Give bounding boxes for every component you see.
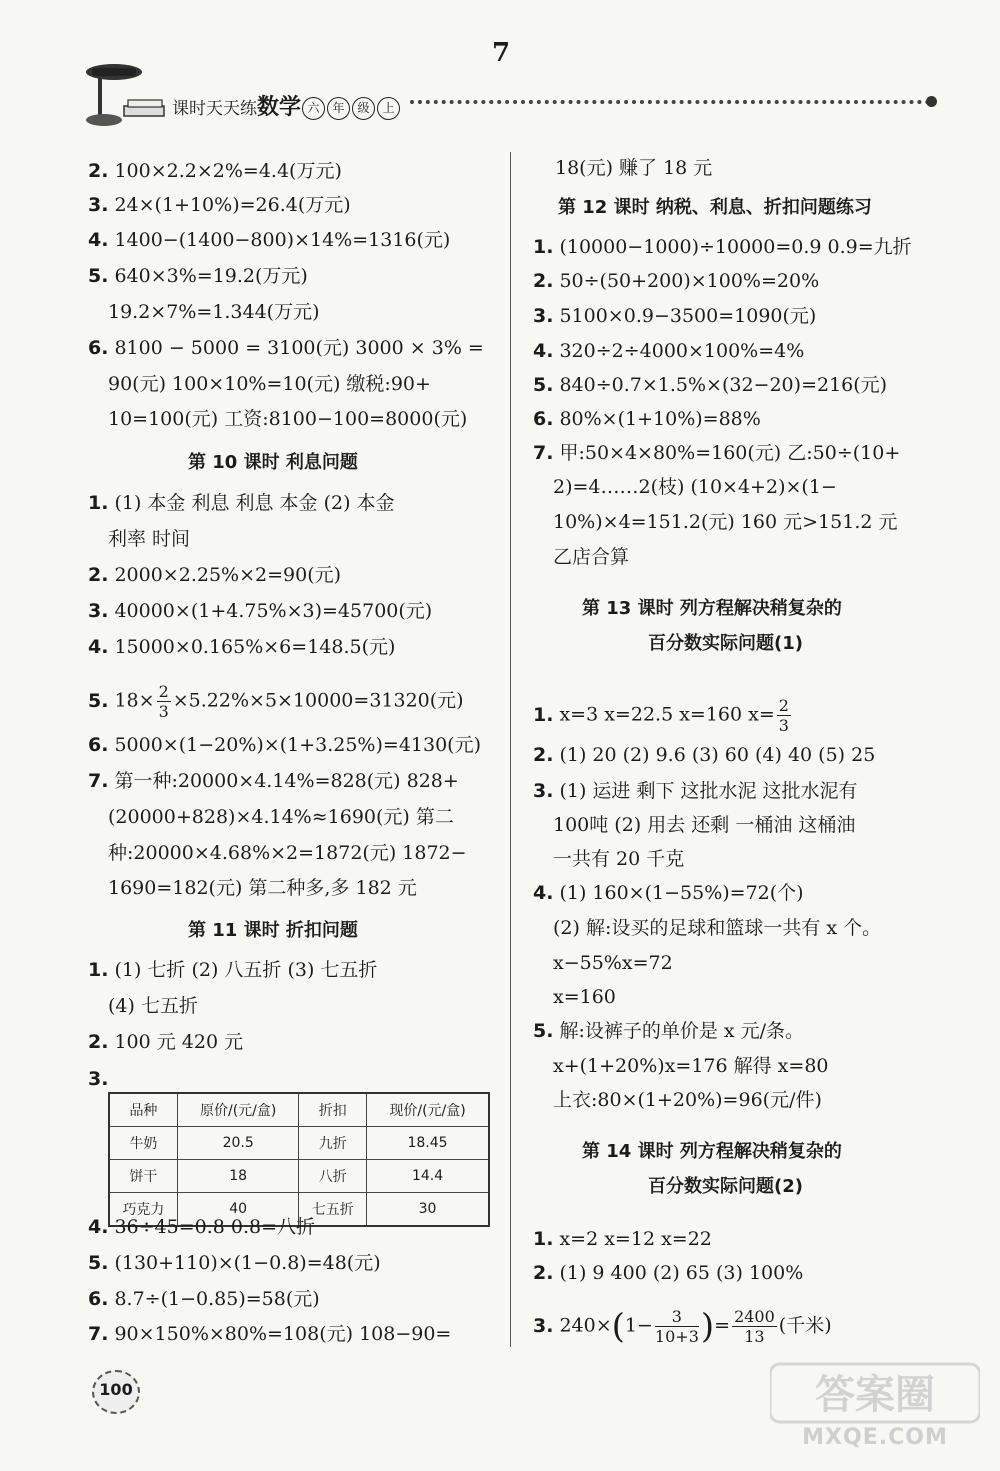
watermark-url: MXQE.COM (802, 1425, 948, 1450)
answer-line: x−55%x=72 (553, 952, 673, 974)
subject-name: 数学 (257, 95, 302, 120)
page-number: 100 (99, 1380, 133, 1399)
fraction: $\frac{2}{3}$ (778, 696, 789, 735)
table-header: 品种 (109, 1093, 177, 1127)
answer-line: 18(元) 赚了 18 元 (555, 157, 713, 179)
answer-line: 5. 640×3%=19.2(万元) (88, 265, 308, 287)
answer-line: 一共有 20 千克 (553, 848, 685, 870)
answer-line: 1690=182(元) 第二种多,多 182 元 (108, 877, 417, 899)
answer-line: 3. (1) 运进 剩下 这批水泥 这批水泥有 (533, 780, 858, 802)
table-cell: 20.5 (177, 1127, 299, 1160)
answer-line: 1. (1) 本金 利息 利息 本金 (2) 本金 (88, 492, 395, 514)
table-header-row (109, 1093, 489, 1127)
grade-char: 上 (377, 97, 400, 120)
answer-line: 1. (1) 七折 (2) 八五折 (3) 七五折 (88, 959, 378, 981)
section-heading: 第 10 课时 利息问题 (188, 452, 358, 473)
header-dotted-rule (410, 100, 930, 104)
series-name: 课时天天练 (172, 99, 257, 119)
table-cell: 18.45 (367, 1127, 489, 1160)
answer-line: 10=100(元) 工资:8100−100=8000(元) (108, 408, 468, 430)
answer-line: 种:20000×4.68%×2=1872(元) 1872− (108, 842, 467, 864)
answer-line: 7. 第一种:20000×4.14%=828(元) 828+ (88, 770, 459, 792)
answer-line: 100吨 (2) 用去 还剩 一桶油 这桶油 (553, 814, 856, 836)
section-heading: 第 14 课时 列方程解决稍复杂的 (582, 1141, 842, 1162)
answer-line: 6. 8100 − 5000 = 3100(元) 3000 × 3% = (88, 337, 484, 359)
table-cell: 14.4 (367, 1160, 489, 1193)
section-heading: 百分数实际问题(1) (648, 633, 803, 654)
table-cell: 18 (177, 1160, 299, 1193)
header-title (172, 90, 401, 121)
column-divider (510, 152, 511, 1347)
header-rule-end-dot (926, 96, 937, 107)
answer-line: 4. 320÷2÷4000×100%=4% (533, 340, 805, 362)
answer-line: 19.2×7%=1.344(万元) (108, 301, 320, 323)
answer-line: 2. 2000×2.25%×2=90(元) (88, 564, 342, 586)
answer-line: 7. 甲:50×4×80%=160(元) 乙:50÷(10+ (533, 442, 901, 464)
answer-line: 5. 18× $\frac{2}{3}$ ×5.22%×5×10000=31320(元) (88, 682, 464, 721)
table-cell: 饼干 (109, 1160, 177, 1193)
answer-line: (20000+828)×4.14%≈1690(元) 第二 (108, 806, 454, 828)
answer-line: 3. 24×(1+10%)=26.4(万元) (88, 194, 351, 216)
answer-line: 2)=4……2(枝) (10×4+2)×(1− (553, 476, 837, 498)
answer-line: 4. (1) 160×(1−55%)=72(个) (533, 882, 804, 904)
answer-line: 2. (1) 20 (2) 9.6 (3) 60 (4) 40 (5) 25 (533, 744, 876, 766)
answer-line: 10%)×4=151.2(元) 160 元>151.2 元 (553, 511, 898, 533)
right-bracket: ) (700, 1306, 715, 1347)
fraction: $\frac{2400}{13}$ (734, 1307, 775, 1346)
answer-line: 4. 36÷45=0.8 0.8=八折 (88, 1216, 316, 1238)
answer-line: 2. 100×2.2×2%=4.4(万元) (88, 160, 342, 182)
table-cell: 巧克力 (109, 1193, 177, 1227)
answer-line: 6. 5000×(1−20%)×(1+3.25%)=4130(元) (88, 734, 482, 756)
answer-number: 3. (88, 1068, 109, 1090)
table-header: 折扣 (299, 1093, 367, 1127)
section-heading: 百分数实际问题(2) (648, 1176, 803, 1197)
table-cell: 40 (177, 1193, 299, 1227)
table-row (109, 1160, 489, 1193)
grade-char: 级 (352, 97, 375, 120)
fraction: $\frac{2}{3}$ (158, 682, 169, 721)
table-cell: 八折 (299, 1160, 367, 1193)
answer-line: 4. 1400−(1400−800)×14%=1316(元) (88, 229, 451, 251)
left-bracket: ( (611, 1306, 625, 1347)
answer-line: x+(1+20%)x=176 解得 x=80 (553, 1055, 829, 1077)
table-header: 原价/(元/盒) (177, 1093, 299, 1127)
answer-line: (2) 解:设买的足球和篮球一共有 x 个。 (553, 917, 882, 939)
page-number-badge (92, 1370, 140, 1414)
answer-line: 3. 5100×0.9−3500=1090(元) (533, 305, 817, 327)
watermark-logo (770, 1358, 980, 1428)
desk-lamp-icon (78, 60, 170, 132)
table-cell: 七五折 (299, 1193, 367, 1227)
table-cell: 牛奶 (109, 1127, 177, 1160)
answer-line: (4) 七五折 (108, 995, 198, 1017)
answer-line: 6. 8.7÷(1−0.85)=58(元) (88, 1288, 320, 1310)
answer-line: 5. 840÷0.7×1.5%×(32−20)=216(元) (533, 374, 888, 396)
section-heading: 第 12 课时 纳税、利息、折扣问题练习 (558, 197, 872, 218)
answer-line: 1. x=3 x=22.5 x=160 x= $\frac{2}{3}$ (533, 696, 789, 735)
answer-line: 6. 80%×(1+10%)=88% (533, 408, 761, 430)
section-heading: 第 11 课时 折扣问题 (188, 920, 358, 941)
answer-line: 7. 90×150%×80%=108(元) 108−90= (88, 1323, 452, 1345)
fraction: $\frac{3}{10+3}$ (654, 1307, 699, 1346)
answer-line: 利率 时间 (108, 528, 191, 550)
answer-line: 2. 50÷(50+200)×100%=20% (533, 270, 820, 292)
discount-table (108, 1092, 490, 1227)
top-mark: 7 (492, 38, 511, 68)
table-header: 现价/(元/盒) (367, 1093, 489, 1127)
watermark-logo-text: 答案圈 (815, 1372, 935, 1418)
answer-line: 乙店合算 (553, 546, 630, 568)
table-cell: 九折 (299, 1127, 367, 1160)
answer-line: 4. 15000×0.165%×6=148.5(元) (88, 636, 396, 658)
grade-char: 年 (327, 97, 350, 120)
answer-line: 5. (130+110)×(1−0.8)=48(元) (88, 1252, 381, 1274)
answer-line: 2. (1) 9 400 (2) 65 (3) 100% (533, 1262, 804, 1284)
answer-line: 3. 240×(1− $\frac{3}{10+3}$ )= $\frac{2400}{13}$ (千米) (533, 1306, 832, 1347)
answer-line: 2. 100 元 420 元 (88, 1031, 244, 1053)
answer-line: 90(元) 100×10%=10(元) 缴税:90+ (108, 373, 431, 395)
section-heading: 第 13 课时 列方程解决稍复杂的 (582, 598, 842, 619)
grade-char: 六 (302, 97, 325, 120)
answer-line: 1. x=2 x=12 x=22 (533, 1228, 712, 1250)
answer-line: x=160 (553, 986, 616, 1008)
answer-line: 3. 40000×(1+4.75%×3)=45700(元) (88, 600, 433, 622)
answer-line: 1. (10000−1000)÷10000=0.9 0.9=九折 (533, 236, 912, 258)
table-cell: 30 (367, 1193, 489, 1227)
answer-line: 5. 解:设裤子的单价是 x 元/条。 (533, 1020, 805, 1042)
table-row (109, 1127, 489, 1160)
answer-line: 上衣:80×(1+20%)=96(元/件) (553, 1089, 822, 1111)
